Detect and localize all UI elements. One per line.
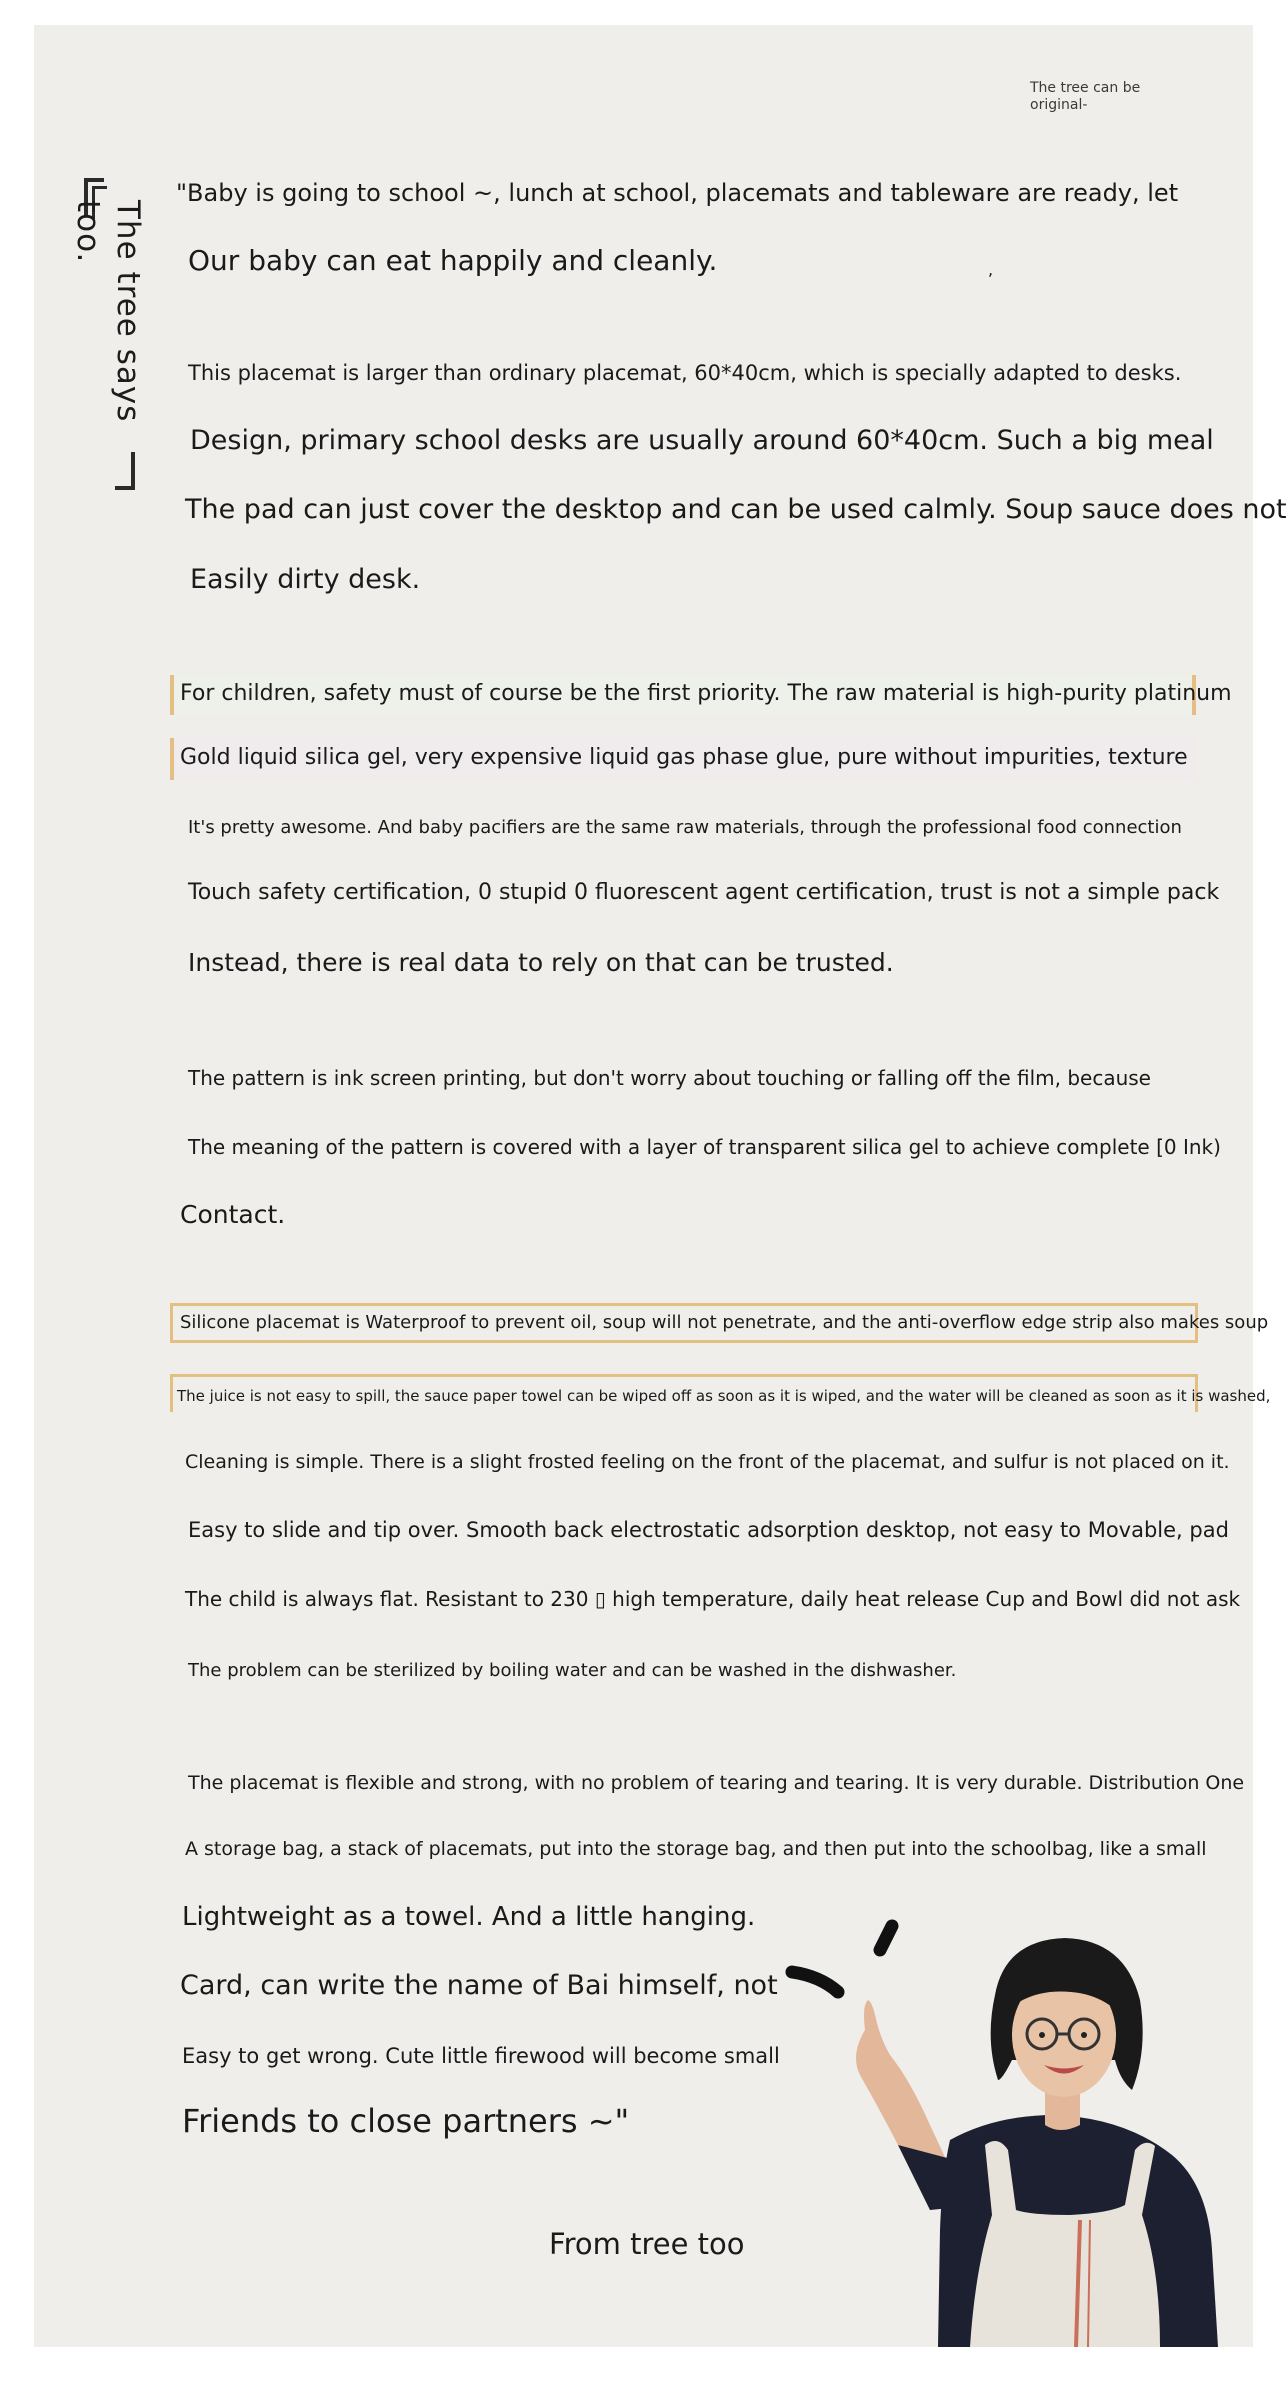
corner-note: The tree can be original- <box>1030 80 1141 113</box>
person-pointing-illustration <box>780 1910 1250 2347</box>
paragraph6-line-6: Friends to close partners ~" <box>182 2102 630 2140</box>
paragraph3-line-3: It's pretty awesome. And baby pacifiers are the same raw materials, through the professional food connection <box>188 817 1182 838</box>
paragraph6-line-3: Lightweight as a towel. And a little hanging. <box>182 1902 756 1932</box>
emphasis-stroke-right <box>880 1926 892 1950</box>
paragraph3-line-2: Gold liquid silica gel, very expensive liquid gas phase glue, pure without impurities, texture <box>180 745 1188 770</box>
paragraph2-line-2: Design, primary school desks are usually around 60*40cm. Such a big meal <box>190 425 1214 456</box>
eye-left <box>1039 2032 1045 2038</box>
paragraph5-line-4: Easy to slide and tip over. Smooth back electrostatic adsorption desktop, not easy to Movable, pad <box>188 1518 1229 1542</box>
paragraph4-line-1: The pattern is ink screen printing, but don't worry about touching or falling off the film, because <box>188 1066 1151 1090</box>
paragraph1-line-1: "Baby is going to school ~, lunch at school, placemats and tableware are ready, let <box>176 179 1179 207</box>
paragraph6-line-5: Easy to get wrong. Cute little firewood will become small <box>182 2044 780 2068</box>
paragraph6-line-1: The placemat is flexible and strong, with no problem of tearing and tearing. It is very durable. Distribution One <box>188 1772 1245 1794</box>
paragraph6-line-2: A storage bag, a stack of placemats, put into the storage bag, and then put into the schoolbag, like a small <box>185 1838 1207 1860</box>
paragraph3-line-5: Instead, there is real data to rely on that can be trusted. <box>188 948 894 977</box>
paragraph6-line-4: Card, can write the name of Bai himself, not <box>180 1970 778 2001</box>
paragraph5-line-3: Cleaning is simple. There is a slight frosted feeling on the front of the placemat, and sulfur is not placed on it. <box>185 1451 1230 1473</box>
close-bracket-decoration <box>115 452 135 490</box>
emphasis-stroke-left <box>792 1972 838 1992</box>
stray-mark: , <box>988 260 994 279</box>
signature: From tree too <box>549 2227 745 2261</box>
paragraph5-line-6: The problem can be sterilized by boiling water and can be washed in the dishwasher. <box>188 1660 957 1681</box>
vertical-title: The tree says too. <box>70 200 146 423</box>
paragraph4-line-3: Contact. <box>180 1200 286 1229</box>
paragraph2-line-1: This placemat is larger than ordinary placemat, 60*40cm, which is specially adapted to desks. <box>188 361 1182 385</box>
paragraph5-line-2: The juice is not easy to spill, the sauce paper towel can be wiped off as soon as it is wiped, and the water will be cleaned as soon as it is washed, <box>177 1387 1271 1405</box>
paragraph2-line-3: The pad can just cover the desktop and can be used calmly. Soup sauce does not <box>185 494 1287 525</box>
paragraph3-line-4: Touch safety certification, 0 stupid 0 fluorescent agent certification, trust is not a simple pack <box>188 880 1220 905</box>
paragraph5-line-1: Silicone placemat is Waterproof to prevent oil, soup will not penetrate, and the anti-overflow edge strip also makes soup <box>180 1312 1269 1333</box>
paragraph1-line-2: Our baby can eat happily and cleanly. <box>188 244 718 277</box>
paragraph4-line-2: The meaning of the pattern is covered with a layer of transparent silica gel to achieve complete [0 Ink) <box>188 1135 1221 1159</box>
paragraph2-line-4: Easily dirty desk. <box>190 564 421 595</box>
paragraph5-line-5: The child is always flat. Resistant to 230 ▯ high temperature, daily heat release Cup and Bowl did not ask <box>185 1587 1241 1611</box>
paragraph3-line-1: For children, safety must of course be the first priority. The raw material is high-purity platinum <box>180 681 1232 706</box>
eye-right <box>1081 2032 1087 2038</box>
